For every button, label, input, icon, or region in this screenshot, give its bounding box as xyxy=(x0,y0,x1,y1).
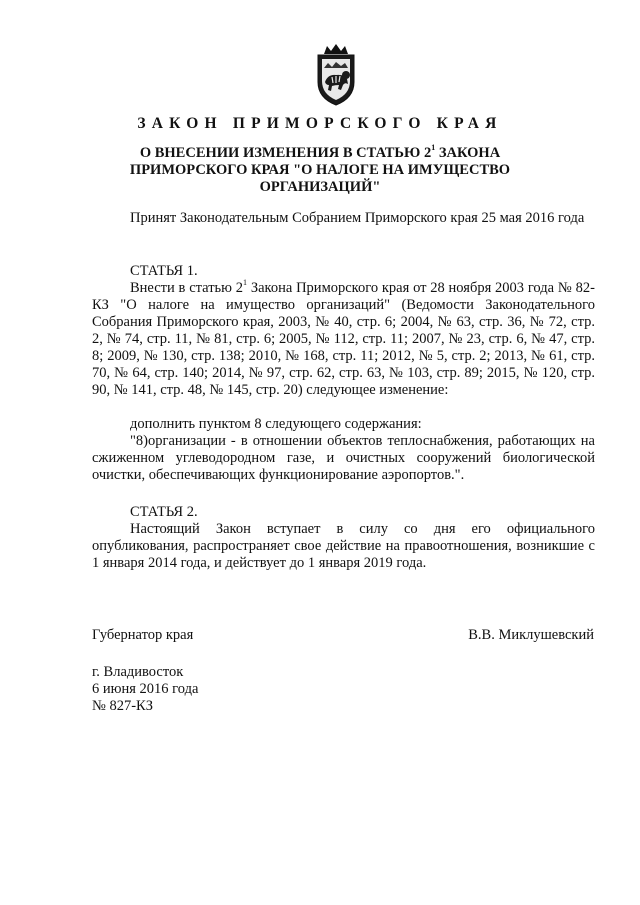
law-subject-part1: О ВНЕСЕНИИ ИЗМЕНЕНИЯ В СТАТЬЮ 2 xyxy=(139,145,432,161)
article-1-text xyxy=(92,280,595,399)
article-1-text-part1: Внести в статью 2 xyxy=(130,280,244,296)
law-subject-sup: 1 xyxy=(431,143,436,152)
footer-date: 6 июня 2016 года xyxy=(92,681,199,697)
signature-name: В.В. Миклушевский xyxy=(468,627,594,643)
footer-number: № 827-КЗ xyxy=(92,698,153,714)
article-1-text-sup: 1 xyxy=(243,278,248,287)
signature-position: Губернатор края xyxy=(92,627,194,643)
law-title: ЗАКОН ПРИМОРСКОГО КРАЯ xyxy=(137,115,503,132)
article-1-text-part2: Закона Приморского края от 28 ноября 2003 года № 82-КЗ "О налоге на имущество организаций" (Ведомости Законодательного Собрания Приморского края, 2003, № 40, стр. 6; 2004, № 63, стр. 36, № 72, стр. 2, № 74, стр. 11, № 81, стр. 6; 2005, № 112, стр. 11; 2007, № 23, стр. 6, № 47, стр. 8; 2009, № 130, стр. 138; 2010, № 168, стр. 11; 2012, № 5, стр. 2; 2013, № 61, стр. 70, № 64, стр. 140; 2014, № 97, стр. 62, стр. 63, № 103, стр. 89; 2015, № 120, стр. 90, № 141, стр. 48, № 145, стр. 20) следующее изменение: xyxy=(92,280,595,398)
article-1-supplement-intro: дополнить пунктом 8 следующего содержания: xyxy=(130,416,422,432)
law-subject xyxy=(110,145,530,196)
article-2-text: Настоящий Закон вступает в силу со дня его официального опубликования, распространяет свое действие на правоотношения, возникшие с 1 января 2014 года, и действует до 1 января 2019 года. xyxy=(92,521,595,571)
law-subject-part2: ЗАКОНА ПРИМОРСКОГО КРАЯ "О НАЛОГЕ НА ИМУЩЕСТВО ОРГАНИЗАЦИЙ" xyxy=(129,145,511,195)
footer-place: г. Владивосток xyxy=(92,664,184,680)
adoption-note: Принят Законодательным Собранием Приморского края 25 мая 2016 года xyxy=(130,210,585,226)
article-1-quoted-text: "8)организации - в отношении объектов теплоснабжения, работающих на сжиженном углеводородном газе, и очистных сооружений биологической очистки, обеспечивающих функционирование аэропортов.". xyxy=(92,433,595,483)
coat-of-arms-icon xyxy=(310,44,362,106)
article-1-heading: СТАТЬЯ 1. xyxy=(130,263,198,279)
article-2-heading: СТАТЬЯ 2. xyxy=(130,504,198,520)
